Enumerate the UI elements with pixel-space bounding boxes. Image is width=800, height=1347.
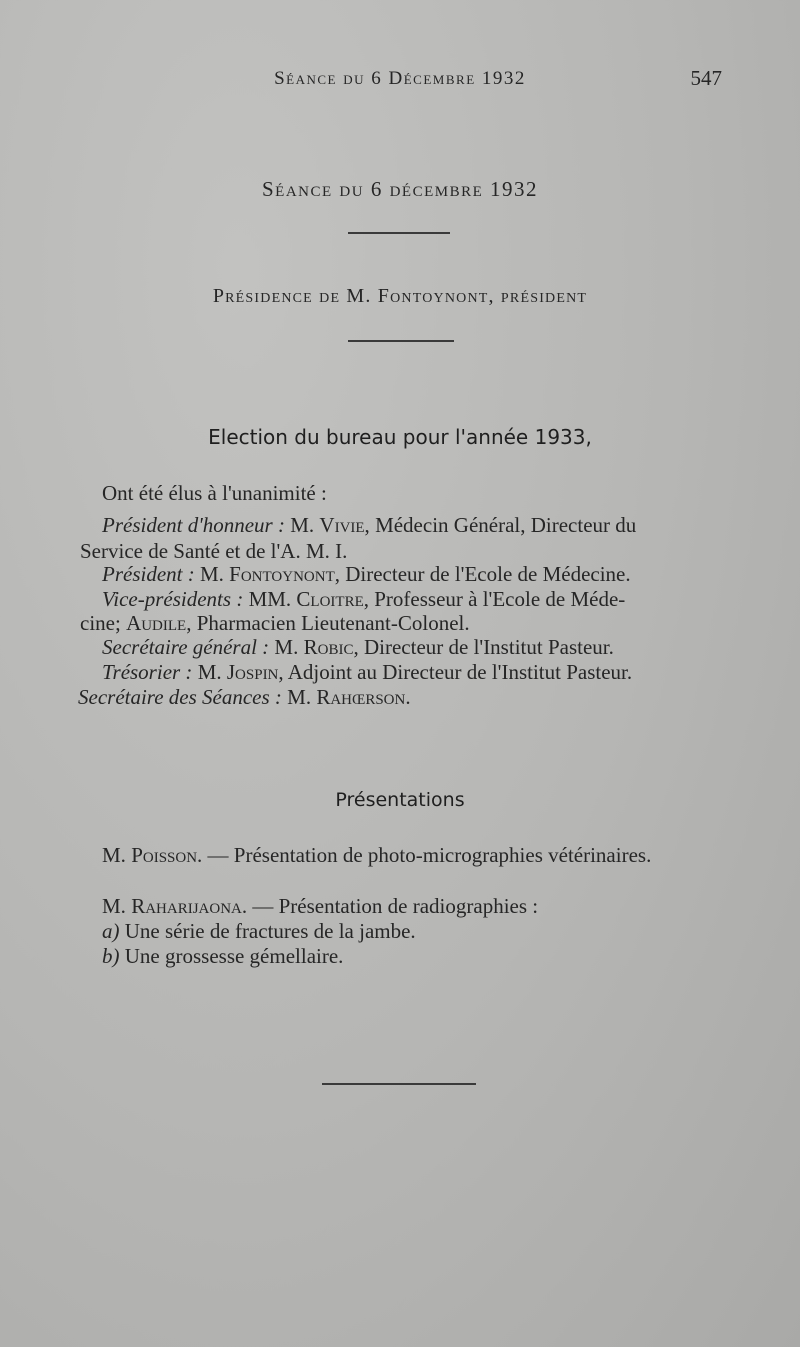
running-head: Séance du 6 Décembre 1932 bbox=[274, 68, 526, 89]
presentation-2-b bbox=[102, 943, 800, 969]
presentations-heading: Présentations bbox=[335, 789, 465, 811]
page-number: 547 bbox=[690, 66, 722, 90]
vice-president-name-2: Audile, bbox=[126, 611, 192, 635]
tresorier-desc: Adjoint au Directeur de l'Institut Pasteur. bbox=[287, 660, 633, 684]
divider bbox=[348, 340, 454, 342]
tresorier-label: Trésorier : bbox=[102, 660, 193, 684]
election-heading: Election du bureau pour l'année 1933, bbox=[208, 425, 592, 449]
presentation-2-b-label: b) bbox=[102, 944, 120, 968]
president-label: Président : bbox=[102, 562, 195, 586]
president-honneur-line-2: Service de Santé et de l'A. M. I. bbox=[80, 539, 348, 563]
presentation-2: M. Raharijaona. — Présentation de radiographies : bbox=[102, 894, 539, 918]
president-line: Président : M. Fontoynont, Directeur de l'Ecole de Médecine. bbox=[102, 562, 631, 586]
secretaire-general-name: Robic, bbox=[303, 635, 359, 659]
tresorier-line: Trésorier : M. Jospin, Adjoint au Directeur de l'Institut Pasteur. bbox=[102, 660, 633, 684]
presentation-2-b-text: Une grossesse gémellaire. bbox=[124, 944, 344, 968]
secretaire-general-desc: Directeur de l'Institut Pasteur. bbox=[363, 635, 614, 659]
president-honneur-name: Vivie, bbox=[319, 513, 370, 537]
president-honneur-desc: Médecin Général, Directeur du bbox=[375, 513, 637, 537]
seance-title: Séance du 6 décembre 1932 bbox=[261, 177, 538, 201]
election-intro: Ont été élus à l'unanimité : bbox=[102, 481, 327, 505]
presentation-2-name: Raharijaona. bbox=[131, 894, 248, 918]
vice-president-desc: Professeur à l'Ecole de Méde- bbox=[374, 587, 626, 611]
presentation-1-text: — Présentation de photo-micrographies vétérinaires. bbox=[207, 843, 652, 867]
vice-president-desc-2: Pharmacien Lieutenant-Colonel. bbox=[196, 611, 470, 635]
secretaire-seances-line: Secrétaire des Séances : M. Rahœrson. bbox=[78, 685, 411, 709]
presentation-1: M. Poisson. — Présentation de photo-micrographies vétérinaires. bbox=[102, 843, 652, 867]
presentation-1-name: Poisson. bbox=[131, 843, 203, 867]
president-name: Fontoynont, bbox=[229, 562, 340, 586]
president-honneur-label: Président d'honneur : bbox=[102, 513, 285, 537]
vice-presidents-line: Vice-présidents : MM. Cloitre, Professeur à l'Ecole de Méde- bbox=[102, 587, 626, 611]
presidence-line: Présidence de M. Fontoynont, président bbox=[212, 285, 588, 307]
divider bbox=[348, 232, 450, 234]
secretaire-seances-name: Rahœrson. bbox=[316, 685, 411, 709]
presentation-2-a-text: Une série de fractures de la jambe. bbox=[124, 919, 416, 943]
vice-president-name: Cloitre, bbox=[296, 587, 369, 611]
presentation-2-a-label: a) bbox=[102, 919, 120, 943]
secretaire-general-line: Secrétaire général : M. Robic, Directeur de l'Institut Pasteur. bbox=[102, 635, 614, 659]
vice-presidents-line-2 bbox=[80, 610, 800, 636]
presentation-2-text: — Présentation de radiographies : bbox=[252, 894, 539, 918]
president-honneur-line: Président d'honneur : M. Vivie, Médecin Général, Directeur du bbox=[102, 513, 637, 537]
tresorier-name: Jospin, bbox=[226, 660, 284, 684]
end-divider bbox=[322, 1083, 476, 1085]
secretaire-seances-label: Secrétaire des Séances : bbox=[78, 685, 282, 709]
secretaire-general-label: Secrétaire général : bbox=[102, 635, 270, 659]
vice-presidents-line2-start: cine; bbox=[80, 611, 121, 635]
presentation-2-a bbox=[102, 918, 800, 944]
president-desc: Directeur de l'Ecole de Médecine. bbox=[345, 562, 631, 586]
vice-presidents-label: Vice-présidents : bbox=[102, 587, 244, 611]
